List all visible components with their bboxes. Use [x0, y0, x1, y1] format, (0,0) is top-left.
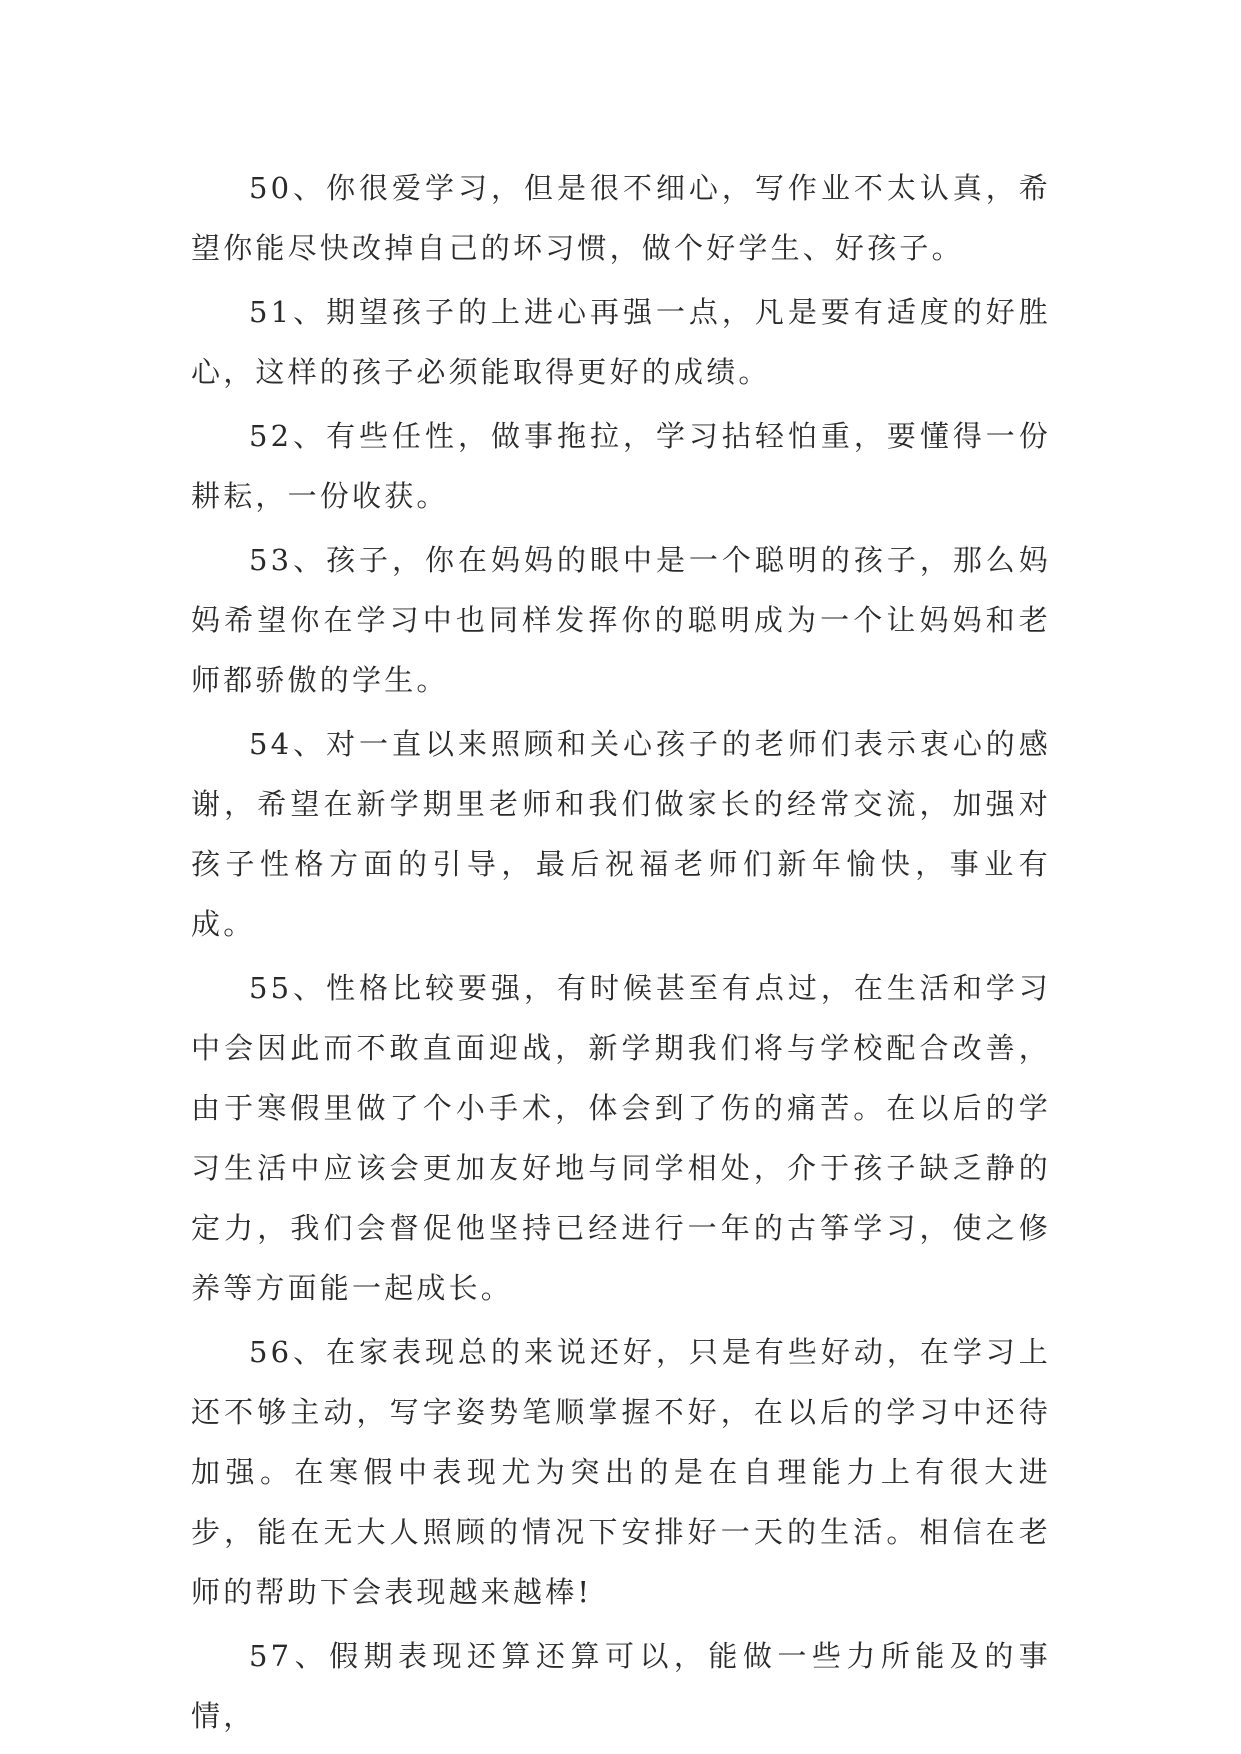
paragraph-56: 56、在家表现总的来说还好，只是有些好动，在学习上还不够主动，写字姿势笔顺掌握不好，在以后的学习中还待加强。在寒假中表现尤为突出的是在自理能力上有很大进步，能在无大人照顾的情况下安排好一天的生活。相信在老师的帮助下会表现越来越棒! — [191, 1335, 1051, 1609]
paragraph-54: 54、对一直以来照顾和关心孩子的老师们表示衷心的感谢，希望在新学期里老师和我们做家长的经常交流，加强对孩子性格方面的引导，最后祝福老师们新年愉快，事业有成。 — [191, 727, 1051, 941]
paragraph-57: 57、假期表现还算还算可以，能做一些力所能及的事情， — [191, 1639, 1051, 1733]
paragraph-52: 52、有些任性，做事拖拉，学习拈轻怕重，要懂得一份耕耘，一份收获。 — [191, 419, 1051, 513]
paragraph-50: 50、你很爱学习，但是很不细心，写作业不太认真，希望你能尽快改掉自己的坏习惯，做个好学生、好孩子。 — [191, 171, 1051, 265]
paragraph-53: 53、孩子，你在妈妈的眼中是一个聪明的孩子，那么妈妈希望你在学习中也同样发挥你的聪明成为一个让妈妈和老师都骄傲的学生。 — [191, 543, 1051, 697]
paragraph-55: 55、性格比较要强，有时候甚至有点过，在生活和学习中会因此而不敢直面迎战，新学期我们将与学校配合改善，由于寒假里做了个小手术，体会到了伤的痛苦。在以后的学习生活中应该会更加友好地与同学相处，介于孩子缺乏静的定力，我们会督促他坚持已经进行一年的古筝学习，使之修养等方面能一起成长。 — [191, 971, 1051, 1305]
paragraph-51: 51、期望孩子的上进心再强一点，凡是要有适度的好胜心，这样的孩子必须能取得更好的成绩。 — [191, 295, 1051, 389]
document-body — [191, 158, 1051, 1750]
